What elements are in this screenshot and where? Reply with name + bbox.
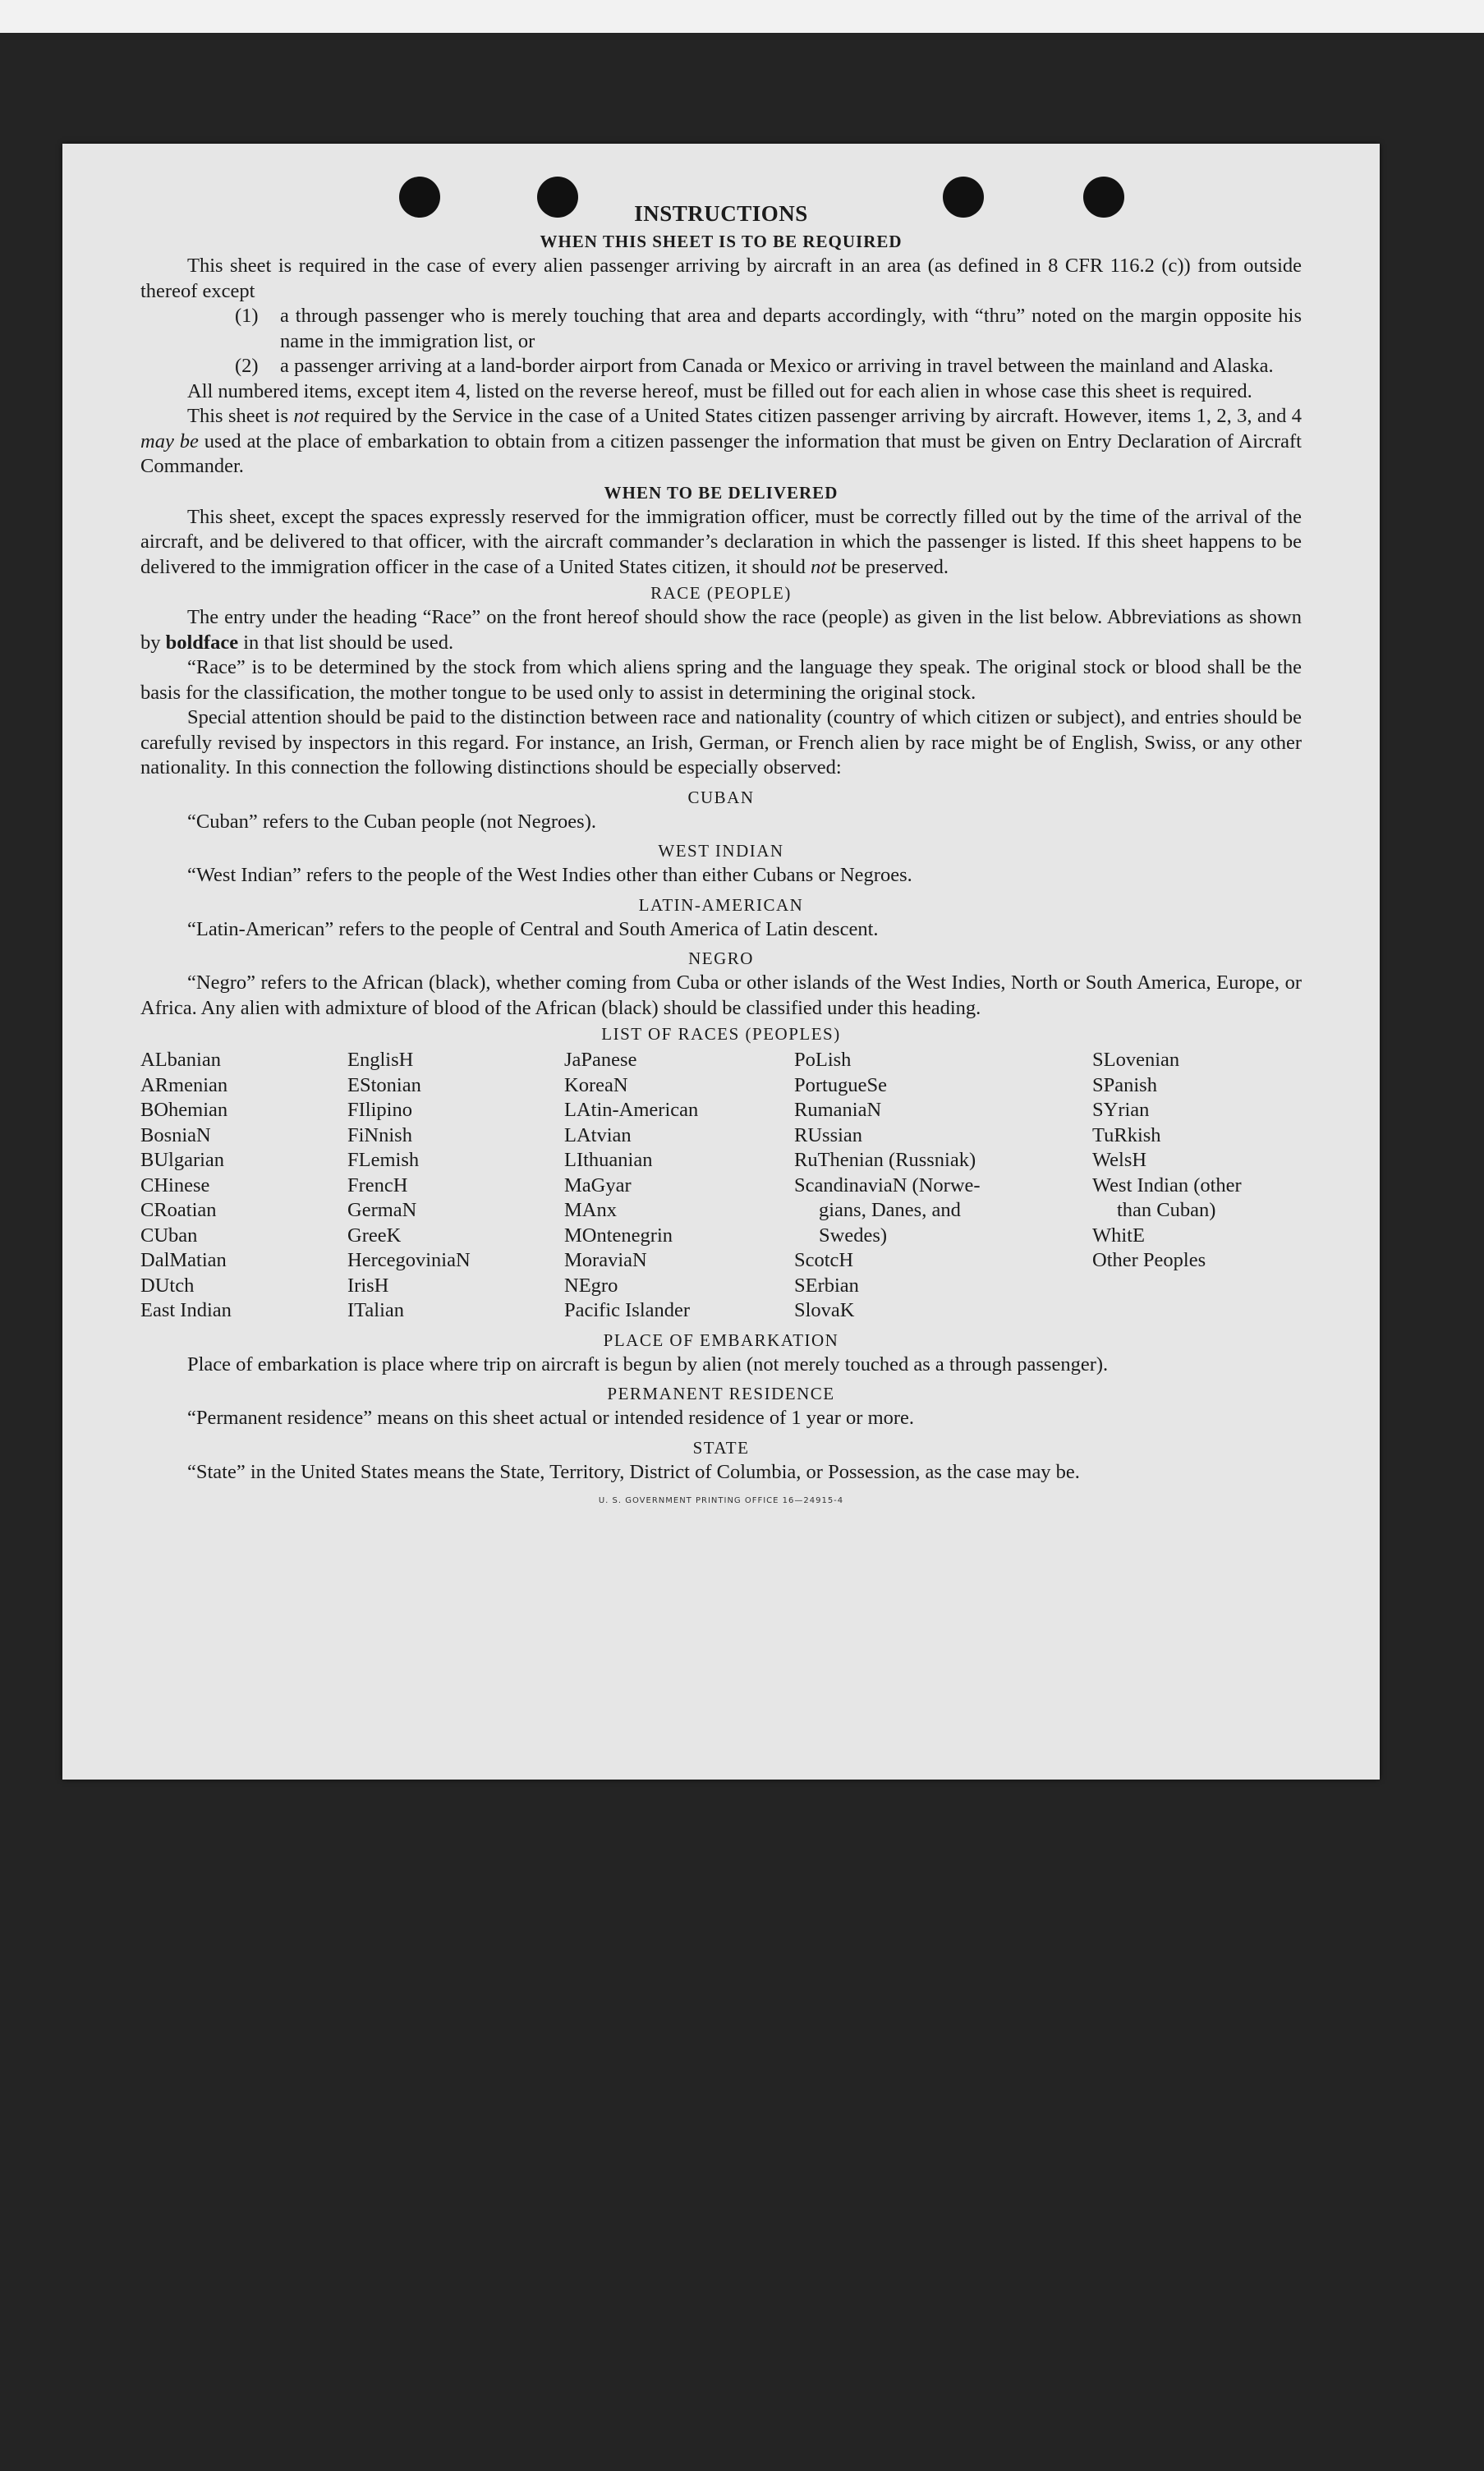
latin-american-definition: “Latin-American” refers to the people of Central and South America of Latin descent. [187,917,879,940]
race-entry: MoraviaN [564,1249,647,1271]
race-entry: FrencH [347,1173,408,1196]
race-entry: PoLish [794,1049,852,1071]
text-run: This sheet is [187,405,294,427]
race-entry: ARmenian [140,1073,228,1096]
race-entry: PortugueSe [794,1073,887,1096]
text-run: in that list should be used. [238,631,454,654]
item-text: a through passenger who is merely touching that area and departs accordingly, with “thru” noted on the margin opposite his name in the immigration list, or [280,305,1302,352]
race-entry: ALbanian [140,1049,221,1071]
exception-item [235,354,1302,379]
race-column [347,1048,564,1324]
race-entry: West Indian (other [1092,1173,1242,1196]
race-entry: BOhemian [140,1099,228,1121]
race-entry: East Indian [140,1299,232,1321]
numbered-items-paragraph: All numbered items, except item 4, listed on the reverse hereof, must be filled out for each alien in whose case this sheet is required. [187,379,1252,402]
race-entry: NEgro [564,1274,618,1297]
west-indian-definition: “West Indian” refers to the people of the West Indies other than either Cubans or Negroes. [187,864,912,886]
race-entry: BUlgarian [140,1149,225,1171]
cuban-definition: “Cuban” refers to the Cuban people (not Negroes). [187,810,596,833]
race-entry: ScandinaviaN (Norwe- [794,1173,981,1196]
race-entry-continued: Swedes) [819,1224,888,1247]
emphasis-text: not [810,555,837,578]
section-heading-west-indian: WEST INDIAN [658,841,784,861]
section-heading-cuban: CUBAN [687,787,755,807]
race-entry: JaPanese [564,1049,637,1071]
race-entry: FIlipino [347,1099,412,1121]
race-entry: ScotcH [794,1249,854,1271]
race-entry: BosniaN [140,1123,211,1146]
race-paragraph-1 [140,605,1302,655]
race-entry: SLovenian [1092,1049,1180,1071]
race-entry: EnglisH [347,1049,414,1071]
race-entry: LAtvian [564,1123,632,1146]
race-entry: IrisH [347,1274,389,1297]
race-entry: TuRkish [1092,1123,1161,1146]
race-entry: DUtch [140,1274,195,1297]
punch-hole [943,177,984,218]
when-delivered-paragraph [140,505,1302,581]
race-entry: CHinese [140,1173,210,1196]
section-heading-list-of-races: LIST OF RACES (PEOPLES) [601,1024,841,1044]
section-heading-when-required: WHEN THIS SHEET IS TO BE REQUIRED [540,232,903,251]
item-text: a passenger arriving at a land-border airport from Canada or Mexico or arriving in travel between the mainland and Alaska. [280,355,1274,377]
citizen-paragraph [140,404,1302,480]
race-entry-continued: than Cuban) [1117,1199,1216,1221]
race-entry: FiNnish [347,1123,412,1146]
race-entry: Pacific Islander [564,1299,691,1321]
punch-hole [1083,177,1124,218]
race-paragraph-2: “Race” is to be determined by the stock from which aliens spring and the language they speak. The original stock or blood shall be the basis for the classification, the mother tongue to be used only to assist in determining the original stock. [140,656,1302,704]
race-entry: LIthuanian [564,1149,653,1171]
text-run: This sheet, except the spaces expressly reserved for the immigration officer, must be correctly filled out by the time of the arrival of the aircraft, and be delivered to that officer, with the aircraft commander’s declaration in which the passenger is listed. If this sheet happens to be delivered to the immigration officer in the case of a United States citizen, it should [140,505,1302,578]
race-entry: LAtin-American [564,1099,699,1121]
race-entry: GreeK [347,1224,402,1247]
section-heading-race: RACE (PEOPLE) [650,583,792,603]
race-entry-continued: gians, Danes, and [819,1199,961,1221]
race-entry: RumaniaN [794,1099,882,1121]
race-column [140,1048,347,1324]
race-entry: ITalian [347,1299,405,1321]
negro-definition: “Negro” refers to the African (black), whether coming from Cuba or other islands of the West Indies, North or South America, Europe, or Africa. Any alien with admixture of blood of the African (black) should be classified under this heading. [140,971,1302,1019]
text-run: used at the place of embarkation to obtain from a citizen passenger the information that must be given on Entry Declaration of Aircraft Commander. [140,429,1302,477]
item-number: (2) [235,355,259,377]
permanent-residence-definition: “Permanent residence” means on this sheet actual or intended residence of 1 year or more. [187,1407,915,1429]
section-heading-state: STATE [692,1437,750,1458]
race-entry: MAnx [564,1199,617,1221]
scanner-edge [0,0,1484,33]
exception-item [235,304,1302,354]
race-column [564,1048,794,1324]
section-heading-when-delivered: WHEN TO BE DELIVERED [604,482,838,503]
section-heading-place-of-embarkation: PLACE OF EMBARKATION [603,1330,839,1350]
item-number: (1) [235,305,259,327]
race-entry: CRoatian [140,1199,217,1221]
race-entry: EStonian [347,1073,421,1096]
punch-hole [537,177,578,218]
race-entry: WelsH [1092,1149,1147,1171]
text-run: required by the Service in the case of a United States citizen passenger arriving by aircraft. However, items 1, 2, 3, and 4 [319,405,1302,427]
place-of-embarkation-definition: Place of embarkation is place where trip on aircraft is begun by alien (not merely touched as a through passenger). [187,1353,1109,1376]
race-entry: Other Peoples [1092,1249,1206,1271]
race-entry: SlovaK [794,1299,855,1321]
race-entry: SPanish [1092,1073,1157,1096]
race-entry: WhitE [1092,1224,1145,1247]
race-entry: GermaN [347,1199,417,1221]
race-entry: CUban [140,1224,198,1247]
section-heading-permanent-residence: PERMANENT RESIDENCE [607,1384,835,1403]
race-entry: MaGyar [564,1173,632,1196]
state-definition: “State” in the United States means the State, Territory, District of Columbia, or Possession, as the case may be. [187,1460,1080,1483]
printing-office-imprint: U. S. GOVERNMENT PRINTING OFFICE 16—24915-4 [598,1496,844,1505]
race-entry: DalMatian [140,1249,227,1271]
race-entry: SYrian [1092,1099,1150,1121]
bold-text: boldface [165,631,239,654]
race-paragraph-3: Special attention should be paid to the distinction between race and nationality (country of which citizen or subject), and entries should be carefully revised by inspectors in this regard. For instance, an Irish, German, or French alien by race might be of English, Swiss, or any other nationality. In this connection the following distinctions should be especially observed: [140,706,1302,779]
race-column [1092,1048,1302,1324]
emphasis-text: may be [140,429,199,452]
when-required-intro: This sheet is required in the case of every alien passenger arriving by aircraft in an area (as defined in 8 CFR 116.2 (c)) from outside thereof except [140,255,1302,302]
section-heading-latin-american: LATIN-AMERICAN [638,894,804,915]
punch-hole [399,177,440,218]
race-column [794,1048,1092,1324]
race-entry: RUssian [794,1123,863,1146]
section-heading-negro: NEGRO [688,948,754,968]
race-entry: FLemish [347,1149,420,1171]
page-title: INSTRUCTIONS [634,201,808,226]
race-entry: MOntenegrin [564,1224,673,1247]
instruction-sheet [62,144,1380,1780]
race-entry: HercegoviniaN [347,1249,471,1271]
text-run: be preserved. [836,555,949,578]
race-entry: KoreaN [564,1073,628,1096]
text-run: The entry under the heading “Race” on the front hereof should show the race (people) as given in the list below. Abbreviations as shown by [140,606,1302,654]
emphasis-text: not [293,405,319,427]
race-entry: SErbian [794,1274,859,1297]
race-list [140,1048,1302,1324]
race-entry: RuThenian (Russniak) [794,1149,976,1171]
